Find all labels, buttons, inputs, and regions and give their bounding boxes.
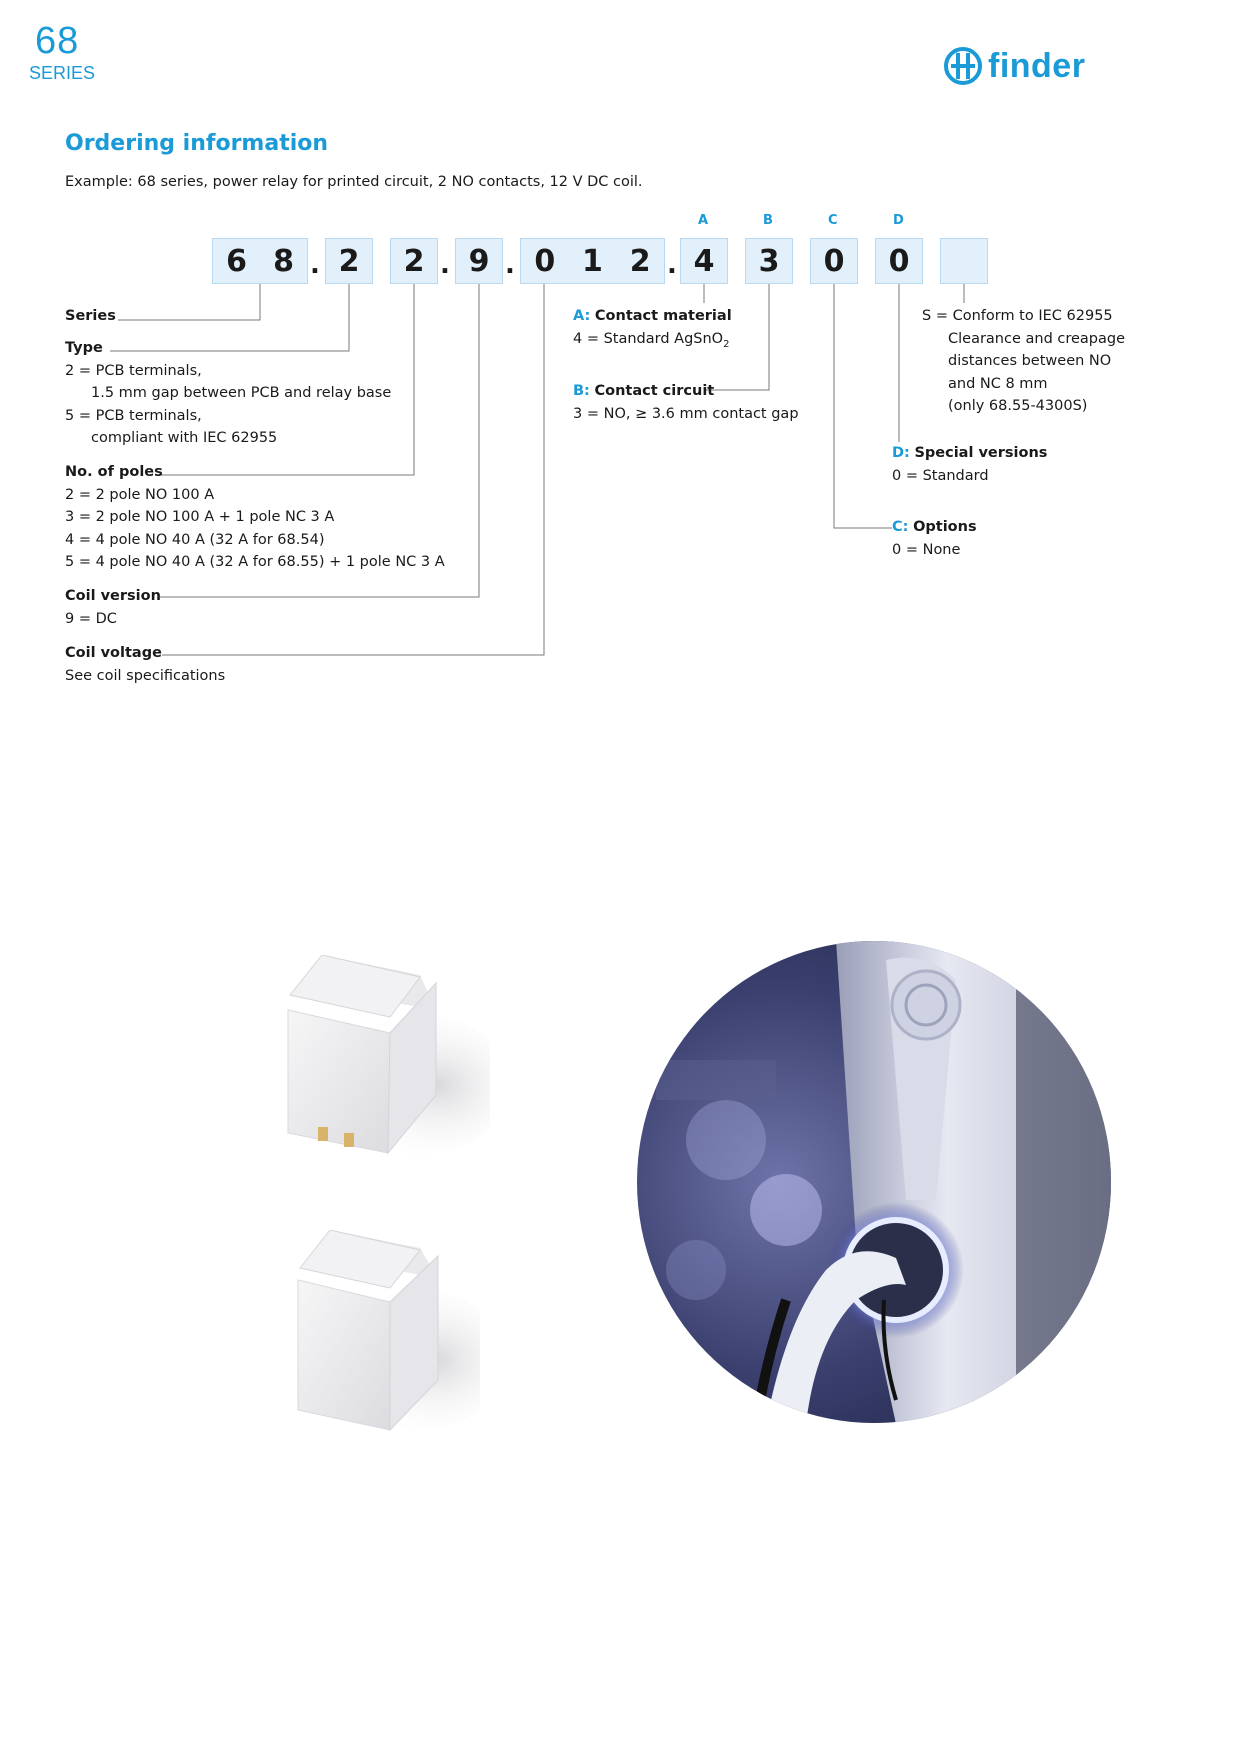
field-line: S = Conform to IEC 62955 [922, 308, 1113, 324]
field-line: 1.5 mm gap between PCB and relay base [91, 385, 392, 401]
code-digit: 2 [338, 243, 360, 279]
field-contact-circuit [573, 380, 799, 425]
field-heading: No. of poles [65, 464, 163, 480]
field-line: See coil specifications [65, 667, 226, 684]
code-digit: 8 [273, 243, 294, 279]
field-line: 4 = Standard AgSnO$_2$ [573, 330, 730, 350]
code-dot: . [440, 250, 450, 280]
field-line: 0 = None [892, 541, 961, 558]
field-special-versions [892, 442, 1047, 487]
code-digit: 2 [629, 243, 651, 279]
field-series [65, 305, 116, 328]
field-options [892, 516, 977, 561]
code-digit: 1 [582, 243, 603, 279]
field-heading: Contact circuit [594, 383, 715, 399]
field-contact-material [573, 305, 732, 356]
code-digit: 2 [403, 243, 425, 279]
code-digit: 6 [226, 243, 247, 279]
field-letter: A: [573, 308, 591, 324]
field-line: 3 = 2 pole NO 100 A + 1 pole NC 3 A [65, 509, 335, 525]
connector-c [834, 284, 892, 528]
field-line: distances between NO [948, 353, 1112, 369]
field-line: 0 = Standard [892, 467, 989, 484]
connector-series [118, 284, 260, 320]
field-heading: Coil voltage [65, 645, 162, 661]
page-title: Ordering information [65, 131, 329, 156]
field-coil-voltage [65, 642, 225, 687]
field-line: 4 = 4 pole NO 40 A (32 A for 68.54) [65, 531, 325, 548]
field-poles [65, 461, 445, 574]
series-label: SERIES [29, 63, 96, 83]
field-line: 9 = DC [65, 610, 117, 627]
field-line: and NC 8 mm [948, 375, 1048, 392]
field-heading: Series [65, 308, 116, 324]
example-text: Example: 68 series, power relay for printed circuit, 2 NO contacts, 12 V DC coil. [65, 174, 643, 190]
field-line: (only 68.55-4300S) [948, 398, 1088, 414]
code-digit: 3 [758, 243, 780, 279]
field-s-option [922, 305, 1125, 418]
field-line: 5 = PCB terminals, [65, 407, 202, 424]
field-line: Clearance and creapage [948, 330, 1126, 347]
field-type [65, 337, 391, 450]
code-digit: 0 [534, 243, 556, 279]
field-heading: Coil version [65, 588, 161, 604]
code-digit: 0 [888, 243, 910, 279]
ev-charging-photo [636, 940, 1112, 1424]
field-heading: Special versions [914, 445, 1048, 461]
letter-c: C [828, 213, 838, 228]
field-heading: Options [913, 519, 977, 535]
code-digit: 9 [468, 243, 490, 279]
brand-name: finder [988, 46, 1086, 85]
field-letter: B: [573, 383, 590, 399]
relay-photo-top [270, 955, 490, 1165]
letter-d: D [893, 213, 904, 228]
field-heading: Contact material [594, 308, 732, 324]
field-line: compliant with IEC 62955 [91, 430, 278, 446]
field-line: 2 = PCB terminals, [65, 362, 202, 379]
field-letter: C: [892, 519, 909, 535]
relay-photo-bottom [280, 1230, 480, 1440]
field-line: 5 = 4 pole NO 40 A (32 A for 68.55) + 1 pole NC 3 A [65, 554, 445, 570]
field-letter: D: [892, 445, 910, 461]
code-dot: . [667, 250, 677, 280]
code-digit: 0 [823, 243, 845, 279]
field-line: 3 = NO, ≥ 3.6 mm contact gap [573, 405, 799, 422]
series-number: 68 [35, 20, 80, 62]
code-dot: . [505, 250, 515, 280]
field-line: 2 = 2 pole NO 100 A [65, 486, 215, 503]
letter-b: B [763, 213, 773, 228]
code-digit: 4 [693, 243, 715, 279]
field-heading: Type [65, 340, 103, 356]
letter-a: A [698, 213, 709, 228]
code-dot: . [310, 250, 320, 280]
field-coil-version [65, 585, 161, 630]
